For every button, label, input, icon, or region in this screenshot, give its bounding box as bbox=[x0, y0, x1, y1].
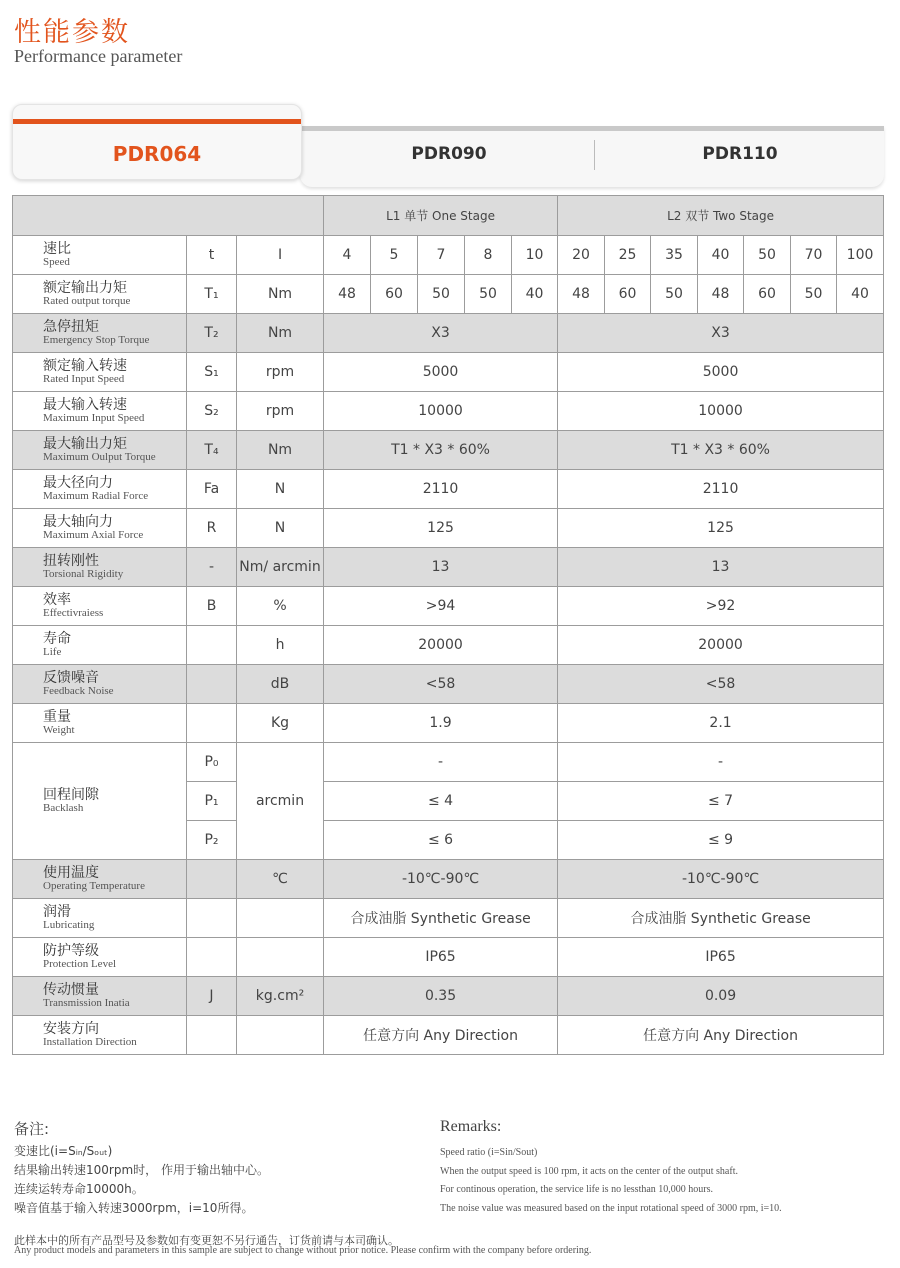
param-name-cn: 额定输出力矩 bbox=[43, 279, 127, 296]
param-name-cell bbox=[13, 626, 187, 665]
param-name-cn: 速比 bbox=[43, 240, 71, 257]
stage-two-value: - bbox=[558, 743, 884, 782]
param-name-cell bbox=[13, 275, 187, 314]
footer-note-cn: 此样本中的所有产品型号及参数如有变更恕不另行通告，订货前请与本司确认。 bbox=[14, 1234, 399, 1247]
symbol-cell bbox=[187, 899, 237, 938]
ratio-value-cell: 50 bbox=[744, 236, 791, 275]
param-name-en: Weight bbox=[43, 723, 75, 736]
stage-two-value: 2110 bbox=[558, 470, 884, 509]
unit-cell: rpm bbox=[237, 392, 324, 431]
param-name-cn: 最大径向力 bbox=[43, 474, 113, 491]
table-row bbox=[13, 1016, 884, 1055]
param-name-en: Transmission Inatia bbox=[43, 996, 130, 1009]
table-row bbox=[13, 470, 884, 509]
stage-two-value: T1 * X3 * 60% bbox=[558, 431, 884, 470]
param-name-en: Maximum Radial Force bbox=[43, 489, 149, 502]
param-name-cn: 寿命 bbox=[43, 630, 71, 647]
table-row bbox=[13, 509, 884, 548]
stage-two-value: 10000 bbox=[558, 392, 884, 431]
param-name-en: Life bbox=[43, 645, 62, 658]
param-name-cell bbox=[13, 509, 187, 548]
table-row bbox=[13, 977, 884, 1016]
stage-one-value: - bbox=[324, 743, 558, 782]
symbol-cell: P₂ bbox=[187, 821, 237, 860]
table-row bbox=[13, 704, 884, 743]
param-name-en: Torsional Rigidity bbox=[43, 567, 124, 580]
stage-two-value: 20000 bbox=[558, 626, 884, 665]
remarks-en bbox=[440, 1144, 782, 1218]
param-name-en: Feedback Noise bbox=[43, 684, 114, 697]
param-name-cell bbox=[13, 353, 187, 392]
table-row bbox=[13, 275, 884, 314]
param-name-cn: 防护等级 bbox=[43, 942, 99, 959]
torque-value-cell: 50 bbox=[465, 275, 512, 314]
ratio-value-cell: 7 bbox=[418, 236, 465, 275]
page-title-en: Performance parameter bbox=[14, 46, 183, 66]
param-name-cn: 最大输出力矩 bbox=[43, 435, 127, 452]
table-row bbox=[13, 392, 884, 431]
stage-one-value: -10℃-90℃ bbox=[324, 860, 558, 899]
table-row bbox=[13, 899, 884, 938]
param-name-cell bbox=[13, 431, 187, 470]
param-name-cell bbox=[13, 665, 187, 704]
stage-one-value: 2110 bbox=[324, 470, 558, 509]
remarks-en-title: Remarks: bbox=[440, 1118, 502, 1135]
param-name-en: Effectivraiess bbox=[43, 606, 104, 619]
param-name-cn: 重量 bbox=[43, 708, 71, 725]
param-name-cn: 额定输入转速 bbox=[43, 357, 127, 374]
unit-cell: % bbox=[237, 587, 324, 626]
symbol-cell: R bbox=[187, 509, 237, 548]
stage-one-value: 13 bbox=[324, 548, 558, 587]
torque-value-cell: 40 bbox=[837, 275, 884, 314]
param-name-en: Rated output torque bbox=[43, 294, 131, 307]
symbol-cell bbox=[187, 665, 237, 704]
param-name-en: Backlash bbox=[43, 801, 84, 814]
tab-pdr064[interactable] bbox=[12, 104, 302, 180]
page-title-cn: 性能参数 bbox=[14, 17, 130, 48]
stage-one-value: 合成油脂 Synthetic Grease bbox=[324, 899, 558, 938]
stage-two-value: 合成油脂 Synthetic Grease bbox=[558, 899, 884, 938]
symbol-cell: T₂ bbox=[187, 314, 237, 353]
ratio-value-cell: 10 bbox=[512, 236, 558, 275]
symbol-cell bbox=[187, 860, 237, 899]
torque-value-cell: 48 bbox=[324, 275, 371, 314]
symbol-cell bbox=[187, 1016, 237, 1055]
table-row bbox=[13, 743, 884, 782]
unit-cell bbox=[237, 899, 324, 938]
stage-two-value: 任意方向 Any Direction bbox=[558, 1016, 884, 1055]
param-name-en: Emergency Stop Torque bbox=[43, 333, 150, 346]
remark-line: 变速比(i=Sᵢₙ/Sₒᵤₜ) bbox=[14, 1144, 113, 1158]
symbol-cell: - bbox=[187, 548, 237, 587]
tab-pdr110[interactable]: PDR110 bbox=[702, 144, 778, 164]
ratio-value-cell: 25 bbox=[605, 236, 651, 275]
ratio-value-cell: 8 bbox=[465, 236, 512, 275]
tab-pdr090[interactable]: PDR090 bbox=[411, 144, 487, 164]
param-name-cn: 急停扭矩 bbox=[43, 318, 99, 335]
stage-two-header: L2 双节 Two Stage bbox=[558, 196, 884, 236]
param-name-cn: 效率 bbox=[43, 591, 71, 608]
unit-cell: N bbox=[237, 509, 324, 548]
stage-two-value: 0.09 bbox=[558, 977, 884, 1016]
stage-one-value: X3 bbox=[324, 314, 558, 353]
stage-one-value: ≤ 6 bbox=[324, 821, 558, 860]
remark-line: Speed ratio (i=Sin/Sout) bbox=[440, 1147, 538, 1158]
ratio-value-cell: 70 bbox=[791, 236, 837, 275]
stage-two-value: 5000 bbox=[558, 353, 884, 392]
param-name-en: Maximum Oulput Torque bbox=[43, 450, 156, 463]
symbol-cell bbox=[187, 704, 237, 743]
param-name-en: Protection Level bbox=[43, 957, 117, 970]
param-name-cell bbox=[13, 236, 187, 275]
stage-two-value: 13 bbox=[558, 548, 884, 587]
table-row bbox=[13, 353, 884, 392]
unit-cell: Nm/ arcmin bbox=[237, 548, 324, 587]
unit-cell bbox=[237, 938, 324, 977]
unit-cell: h bbox=[237, 626, 324, 665]
param-name-en: Rated Input Speed bbox=[43, 372, 125, 385]
param-name-en: Lubricating bbox=[43, 918, 95, 931]
unit-cell: Nm bbox=[237, 314, 324, 353]
remark-line: The noise value was measured based on the input rotational speed of 3000 rpm, i=10. bbox=[440, 1202, 782, 1214]
stage-two-value: 125 bbox=[558, 509, 884, 548]
param-name-cn: 最大输入转速 bbox=[43, 396, 127, 413]
param-name-cell bbox=[13, 548, 187, 587]
unit-cell: I bbox=[237, 236, 324, 275]
stage-one-value: 1.9 bbox=[324, 704, 558, 743]
table-row bbox=[13, 236, 884, 275]
symbol-cell: T₄ bbox=[187, 431, 237, 470]
param-name-cell bbox=[13, 899, 187, 938]
param-name-cn: 回程间隙 bbox=[43, 786, 99, 803]
param-name-en: Maximum Axial Force bbox=[43, 528, 144, 541]
table-row bbox=[13, 860, 884, 899]
unit-cell: N bbox=[237, 470, 324, 509]
remarks-cn bbox=[14, 1142, 269, 1218]
unit-cell: ℃ bbox=[237, 860, 324, 899]
spec-table bbox=[12, 195, 884, 1055]
torque-value-cell: 60 bbox=[371, 275, 418, 314]
stage-one-value: >94 bbox=[324, 587, 558, 626]
stage-one-value: <58 bbox=[324, 665, 558, 704]
param-name-cell bbox=[13, 704, 187, 743]
param-name-cn: 润滑 bbox=[43, 903, 71, 920]
unit-cell: Nm bbox=[237, 275, 324, 314]
torque-value-cell: 60 bbox=[744, 275, 791, 314]
symbol-cell: P₀ bbox=[187, 743, 237, 782]
remark-line: 连续运转寿命10000h。 bbox=[14, 1182, 144, 1196]
table-row bbox=[13, 626, 884, 665]
torque-value-cell: 50 bbox=[418, 275, 465, 314]
torque-value-cell: 48 bbox=[698, 275, 744, 314]
stage-two-value: ≤ 7 bbox=[558, 782, 884, 821]
param-name-cn: 反馈噪音 bbox=[43, 669, 99, 686]
symbol-cell: t bbox=[187, 236, 237, 275]
remark-line: For continous operation, the service life is no lessthan 10,000 hours. bbox=[440, 1184, 714, 1195]
torque-value-cell: 40 bbox=[512, 275, 558, 314]
torque-value-cell: 48 bbox=[558, 275, 605, 314]
ratio-value-cell: 4 bbox=[324, 236, 371, 275]
param-name-en: Maximum Input Speed bbox=[43, 411, 145, 424]
unit-cell: Nm bbox=[237, 431, 324, 470]
torque-value-cell: 50 bbox=[791, 275, 837, 314]
unit-cell: Kg bbox=[237, 704, 324, 743]
torque-value-cell: 50 bbox=[651, 275, 698, 314]
ratio-value-cell: 40 bbox=[698, 236, 744, 275]
ratio-value-cell: 20 bbox=[558, 236, 605, 275]
stage-two-value: -10℃-90℃ bbox=[558, 860, 884, 899]
unit-cell: dB bbox=[237, 665, 324, 704]
param-name-cell bbox=[13, 470, 187, 509]
stage-one-value: 20000 bbox=[324, 626, 558, 665]
param-name-cn: 安装方向 bbox=[43, 1020, 99, 1037]
param-name-cell bbox=[13, 587, 187, 626]
unit-cell bbox=[237, 1016, 324, 1055]
symbol-cell: J bbox=[187, 977, 237, 1016]
unit-cell: kg.cm² bbox=[237, 977, 324, 1016]
param-name-cn: 最大轴向力 bbox=[43, 513, 113, 530]
symbol-cell: T₁ bbox=[187, 275, 237, 314]
param-name-en: Installation Direction bbox=[43, 1035, 137, 1048]
ratio-value-cell: 35 bbox=[651, 236, 698, 275]
unit-cell: rpm bbox=[237, 353, 324, 392]
stage-one-value: 10000 bbox=[324, 392, 558, 431]
remark-line: When the output speed is 100 rpm, it acts on the center of the output shaft. bbox=[440, 1165, 738, 1177]
stage-one-value: 0.35 bbox=[324, 977, 558, 1016]
table-row bbox=[13, 431, 884, 470]
stage-one-header: L1 单节 One Stage bbox=[324, 196, 558, 236]
param-name-cell bbox=[13, 314, 187, 353]
param-name-cell bbox=[13, 938, 187, 977]
stage-two-value: IP65 bbox=[558, 938, 884, 977]
param-name-cell bbox=[13, 860, 187, 899]
table-row bbox=[13, 665, 884, 704]
tab-active-indicator bbox=[13, 119, 301, 124]
stage-one-value: T1 * X3 * 60% bbox=[324, 431, 558, 470]
ratio-value-cell: 100 bbox=[837, 236, 884, 275]
param-name-cell bbox=[13, 977, 187, 1016]
stage-two-value: >92 bbox=[558, 587, 884, 626]
remark-line: 噪音值基于输入转速3000rpm，i=10所得。 bbox=[14, 1201, 254, 1215]
table-row bbox=[13, 587, 884, 626]
table-row bbox=[13, 314, 884, 353]
param-name-cell bbox=[13, 1016, 187, 1055]
tab-label: PDR064 bbox=[112, 142, 202, 166]
footer-note-en: Any product models and parameters in this sample are subject to change without prior notice. Please confirm with the company before ordering. bbox=[14, 1245, 592, 1256]
param-name-cn: 使用温度 bbox=[43, 864, 99, 881]
stage-one-value: 5000 bbox=[324, 353, 558, 392]
stage-two-value: <58 bbox=[558, 665, 884, 704]
torque-value-cell: 60 bbox=[605, 275, 651, 314]
stage-two-value: X3 bbox=[558, 314, 884, 353]
header-blank bbox=[13, 196, 324, 236]
stage-one-value: 任意方向 Any Direction bbox=[324, 1016, 558, 1055]
remark-line: 结果输出转速100rpm时， 作用于输出轴中心。 bbox=[14, 1163, 269, 1177]
stage-one-value: IP65 bbox=[324, 938, 558, 977]
symbol-cell bbox=[187, 626, 237, 665]
param-name-cn: 传动惯量 bbox=[43, 981, 99, 998]
ratio-value-cell: 5 bbox=[371, 236, 418, 275]
param-name-cn: 扭转刚性 bbox=[43, 552, 99, 569]
symbol-cell: P₁ bbox=[187, 782, 237, 821]
stage-two-value: ≤ 9 bbox=[558, 821, 884, 860]
stage-one-value: ≤ 4 bbox=[324, 782, 558, 821]
param-name-cell bbox=[13, 743, 187, 860]
table-row bbox=[13, 196, 884, 236]
param-name-cell bbox=[13, 392, 187, 431]
symbol-cell: S₂ bbox=[187, 392, 237, 431]
unit-cell: arcmin bbox=[237, 743, 324, 860]
stage-two-value: 2.1 bbox=[558, 704, 884, 743]
param-name-en: Speed bbox=[43, 255, 70, 268]
symbol-cell bbox=[187, 938, 237, 977]
param-name-en: Operating Temperature bbox=[43, 879, 145, 892]
stage-one-value: 125 bbox=[324, 509, 558, 548]
symbol-cell: B bbox=[187, 587, 237, 626]
remarks-cn-title: 备注: bbox=[14, 1120, 50, 1138]
table-row bbox=[13, 548, 884, 587]
symbol-cell: Fa bbox=[187, 470, 237, 509]
symbol-cell: S₁ bbox=[187, 353, 237, 392]
table-row bbox=[13, 938, 884, 977]
